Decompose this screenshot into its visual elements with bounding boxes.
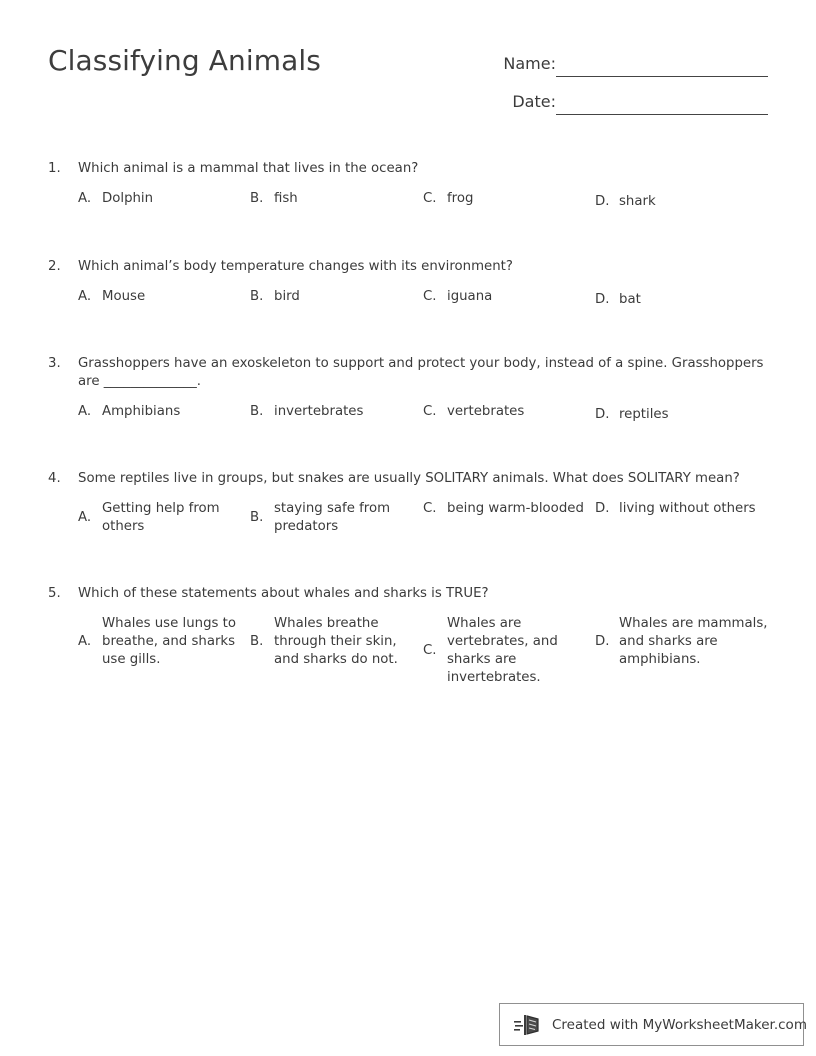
option-text: being warm-blooded xyxy=(447,501,584,516)
option-letter: D. xyxy=(595,292,610,307)
answer-option-a[interactable] xyxy=(78,288,246,306)
question-number: 3. xyxy=(48,356,61,371)
option-text: reptiles xyxy=(619,407,669,422)
page-title: Classifying Animals xyxy=(48,44,321,77)
answer-option-c[interactable] xyxy=(423,288,591,306)
answer-option-a[interactable] xyxy=(78,403,246,421)
answer-option-a[interactable] xyxy=(78,190,246,208)
option-letter: A. xyxy=(78,634,92,649)
option-letter: C. xyxy=(423,404,437,419)
option-letter: B. xyxy=(250,510,264,525)
question-3 xyxy=(48,355,778,433)
student-info-fields xyxy=(478,50,768,126)
answer-option-b[interactable] xyxy=(250,615,418,669)
question-4 xyxy=(48,470,778,580)
answer-option-c[interactable] xyxy=(423,500,591,518)
option-letter: B. xyxy=(250,191,264,206)
answer-options xyxy=(48,190,778,220)
badge-label: Created with MyWorksheetMaker.com xyxy=(552,1016,807,1033)
option-letter: A. xyxy=(78,191,92,206)
answer-option-a[interactable] xyxy=(78,615,246,669)
option-text: vertebrates xyxy=(447,404,525,419)
created-with-badge[interactable] xyxy=(499,1003,807,1046)
question-text: Grasshoppers have an exoskeleton to support and protect your body, instead of a spine. Grasshoppers are ______________. xyxy=(78,356,764,389)
worksheet-maker-logo-icon xyxy=(514,1012,544,1038)
option-text: living without others xyxy=(619,501,756,516)
question-text: Which of these statements about whales and sharks is TRUE? xyxy=(78,586,489,601)
question-stem xyxy=(48,258,778,276)
question-number: 1. xyxy=(48,161,61,176)
answer-options xyxy=(48,403,778,433)
answer-option-b[interactable] xyxy=(250,190,418,208)
question-1 xyxy=(48,160,778,220)
question-5 xyxy=(48,585,778,695)
option-letter: D. xyxy=(595,634,610,649)
question-stem xyxy=(48,355,778,391)
option-text: Amphibians xyxy=(102,404,181,419)
option-letter: D. xyxy=(595,501,610,516)
option-text: fish xyxy=(274,191,298,206)
option-text: Whales use lungs to breathe, and sharks use gills. xyxy=(102,616,237,667)
answer-option-d[interactable] xyxy=(595,615,770,669)
option-text: invertebrates xyxy=(274,404,364,419)
answer-options xyxy=(48,288,778,318)
answer-option-d[interactable] xyxy=(595,291,770,309)
question-text: Some reptiles live in groups, but snakes are usually SOLITARY animals. What does SOLITARY mean? xyxy=(78,471,740,486)
answer-options xyxy=(48,615,778,695)
answer-option-a[interactable] xyxy=(78,500,246,536)
answer-option-b[interactable] xyxy=(250,288,418,306)
option-text: Whales breathe through their skin, and sharks do not. xyxy=(274,616,398,667)
answer-option-c[interactable] xyxy=(423,190,591,208)
option-letter: B. xyxy=(250,634,264,649)
worksheet-header xyxy=(48,44,768,122)
answer-option-d[interactable] xyxy=(595,193,770,211)
option-text: frog xyxy=(447,191,474,206)
question-2 xyxy=(48,258,778,318)
option-text: Dolphin xyxy=(102,191,154,206)
option-text: Getting help from others xyxy=(102,501,220,534)
option-letter: C. xyxy=(423,289,437,304)
question-stem xyxy=(48,470,778,488)
option-letter: A. xyxy=(78,510,92,525)
answer-option-d[interactable] xyxy=(595,406,770,424)
option-text: bat xyxy=(619,292,641,307)
answer-option-c[interactable] xyxy=(423,615,591,687)
option-text: Whales are mammals, and sharks are amphibians. xyxy=(619,616,768,667)
option-letter: A. xyxy=(78,404,92,419)
name-field-row xyxy=(478,50,768,88)
option-letter: B. xyxy=(250,404,264,419)
name-label: Name: xyxy=(503,54,556,73)
name-write-line[interactable] xyxy=(556,76,768,77)
option-letter: C. xyxy=(423,191,437,206)
option-text: Whales are vertebrates, and sharks are invertebrates. xyxy=(447,616,558,685)
option-text: Mouse xyxy=(102,289,146,304)
date-field-row xyxy=(478,88,768,126)
question-stem xyxy=(48,160,778,178)
option-text: staying safe from predators xyxy=(274,501,391,534)
option-letter: D. xyxy=(595,407,610,422)
option-text: iguana xyxy=(447,289,493,304)
option-letter: C. xyxy=(423,501,437,516)
question-stem xyxy=(48,585,778,603)
question-number: 2. xyxy=(48,259,61,274)
option-text: bird xyxy=(274,289,300,304)
question-text: Which animal is a mammal that lives in the ocean? xyxy=(78,161,419,176)
question-text: Which animal’s body temperature changes with its environment? xyxy=(78,259,513,274)
answer-option-c[interactable] xyxy=(423,403,591,421)
question-number: 4. xyxy=(48,471,61,486)
option-letter: B. xyxy=(250,289,264,304)
date-write-line[interactable] xyxy=(556,114,768,115)
answer-option-b[interactable] xyxy=(250,403,418,421)
option-letter: D. xyxy=(595,194,610,209)
option-text: shark xyxy=(619,194,656,209)
option-letter: C. xyxy=(423,643,437,658)
answer-options xyxy=(48,500,778,580)
option-letter: A. xyxy=(78,289,92,304)
answer-option-d[interactable] xyxy=(595,500,770,518)
question-number: 5. xyxy=(48,586,61,601)
answer-option-b[interactable] xyxy=(250,500,418,536)
date-label: Date: xyxy=(512,92,556,111)
